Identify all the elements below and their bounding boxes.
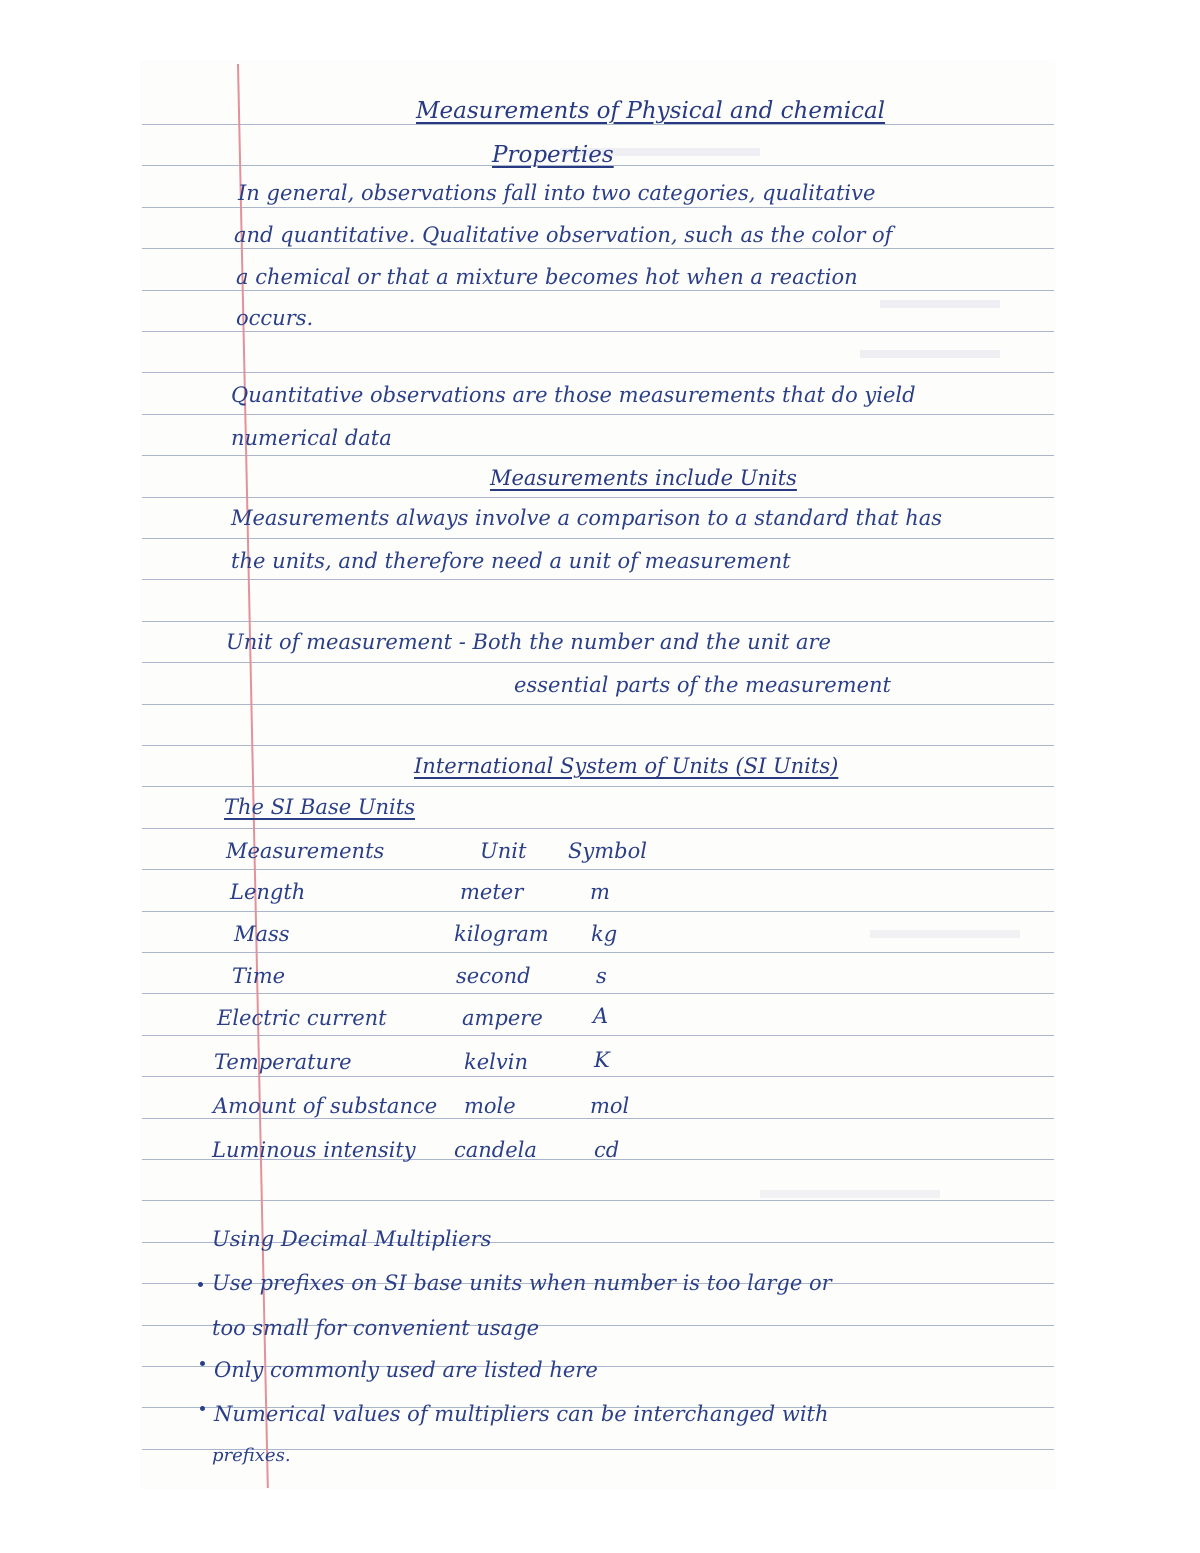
row-luminous-symbol: cd	[594, 1138, 620, 1162]
ruled-line	[142, 786, 1054, 787]
bullet-dot-2	[200, 1361, 205, 1366]
quantitative-line-2: numerical data	[231, 426, 392, 450]
ruled-line	[142, 124, 1054, 125]
row-time-symbol: s	[596, 964, 607, 988]
row-amount-unit: mole	[464, 1094, 516, 1118]
row-amount-measurement: Amount of substance	[213, 1094, 438, 1118]
row-current-unit: ampere	[462, 1006, 543, 1030]
si-subheading: The SI Base Units	[224, 795, 415, 819]
ruled-line	[142, 290, 1054, 291]
bullet-1-line-1: Use prefixes on SI base units when number is too large or	[212, 1271, 832, 1295]
ruled-line	[142, 621, 1054, 622]
col-header-symbol: Symbol	[568, 839, 647, 863]
bullet-dot-3	[200, 1406, 205, 1411]
ruled-line	[142, 248, 1054, 249]
row-length-symbol: m	[590, 880, 610, 904]
ruled-line	[142, 952, 1054, 953]
row-mass-unit: kilogram	[454, 922, 549, 946]
row-length-measurement: Length	[230, 880, 306, 904]
row-current-measurement: Electric current	[217, 1006, 387, 1030]
bullet-2: Only commonly used are listed here	[214, 1358, 598, 1382]
row-luminous-unit: candela	[454, 1138, 537, 1162]
row-temperature-unit: kelvin	[464, 1050, 528, 1074]
bullet-3-line-1: Numerical values of multipliers can be interchanged with	[214, 1402, 829, 1426]
bullet-dot-1	[198, 1282, 203, 1287]
ruled-line	[142, 331, 1054, 332]
ruled-line	[142, 993, 1054, 994]
ruled-line	[142, 414, 1054, 415]
col-header-unit: Unit	[480, 839, 527, 863]
ruled-line	[142, 869, 1054, 870]
unit-def-line-1: Unit of measurement - Both the number and the unit are	[226, 630, 831, 654]
row-temperature-symbol: K	[594, 1048, 610, 1072]
ruled-line	[142, 497, 1054, 498]
ruled-line	[142, 662, 1054, 663]
row-current-symbol: A	[593, 1004, 609, 1028]
row-time-unit: second	[456, 964, 531, 988]
unit-def-line-2: essential parts of the measurement	[514, 673, 891, 697]
intro-line-4: occurs.	[236, 306, 314, 330]
row-time-measurement: Time	[232, 964, 286, 988]
quantitative-line-1: Quantitative observations are those measurements that do yield	[231, 383, 916, 407]
ruled-line	[142, 372, 1054, 373]
ruled-line	[142, 579, 1054, 580]
col-header-measurement: Measurements	[226, 839, 385, 863]
row-temperature-measurement: Temperature	[214, 1050, 352, 1074]
title-line-1: Measurements of Physical and chemical	[416, 98, 886, 124]
intro-line-3: a chemical or that a mixture becomes hot when a reaction	[236, 265, 858, 289]
si-heading: International System of Units (SI Units)	[414, 754, 839, 778]
ruled-line	[142, 1076, 1054, 1077]
row-length-unit: meter	[460, 880, 524, 904]
row-mass-symbol: kg	[591, 922, 618, 946]
ruled-line	[142, 455, 1054, 456]
intro-line-2: and quantitative. Qualitative observation, such as the color of	[234, 223, 893, 247]
bullet-3-line-2: prefixes.	[212, 1445, 291, 1466]
ruled-line	[142, 1035, 1054, 1036]
decimal-heading: Using Decimal Multipliers	[212, 1227, 492, 1251]
intro-line-1: In general, observations fall into two categories, qualitative	[238, 181, 876, 205]
ruled-line	[142, 704, 1054, 705]
title-line-2: Properties	[492, 142, 614, 168]
units-line-1: Measurements always involve a comparison to a standard that has	[231, 506, 943, 530]
ruled-line	[142, 207, 1054, 208]
ruled-line	[142, 538, 1054, 539]
ruled-line	[142, 745, 1054, 746]
bullet-1-line-2: too small for convenient usage	[212, 1316, 540, 1340]
row-mass-measurement: Mass	[234, 922, 290, 946]
units-heading: Measurements include Units	[490, 466, 797, 490]
ruled-line	[142, 911, 1054, 912]
ruled-line	[142, 1200, 1054, 1201]
ruled-line	[142, 828, 1054, 829]
row-luminous-measurement: Luminous intensity	[212, 1138, 416, 1162]
row-amount-symbol: mol	[590, 1094, 630, 1118]
units-line-2: the units, and therefore need a unit of measurement	[231, 549, 791, 573]
